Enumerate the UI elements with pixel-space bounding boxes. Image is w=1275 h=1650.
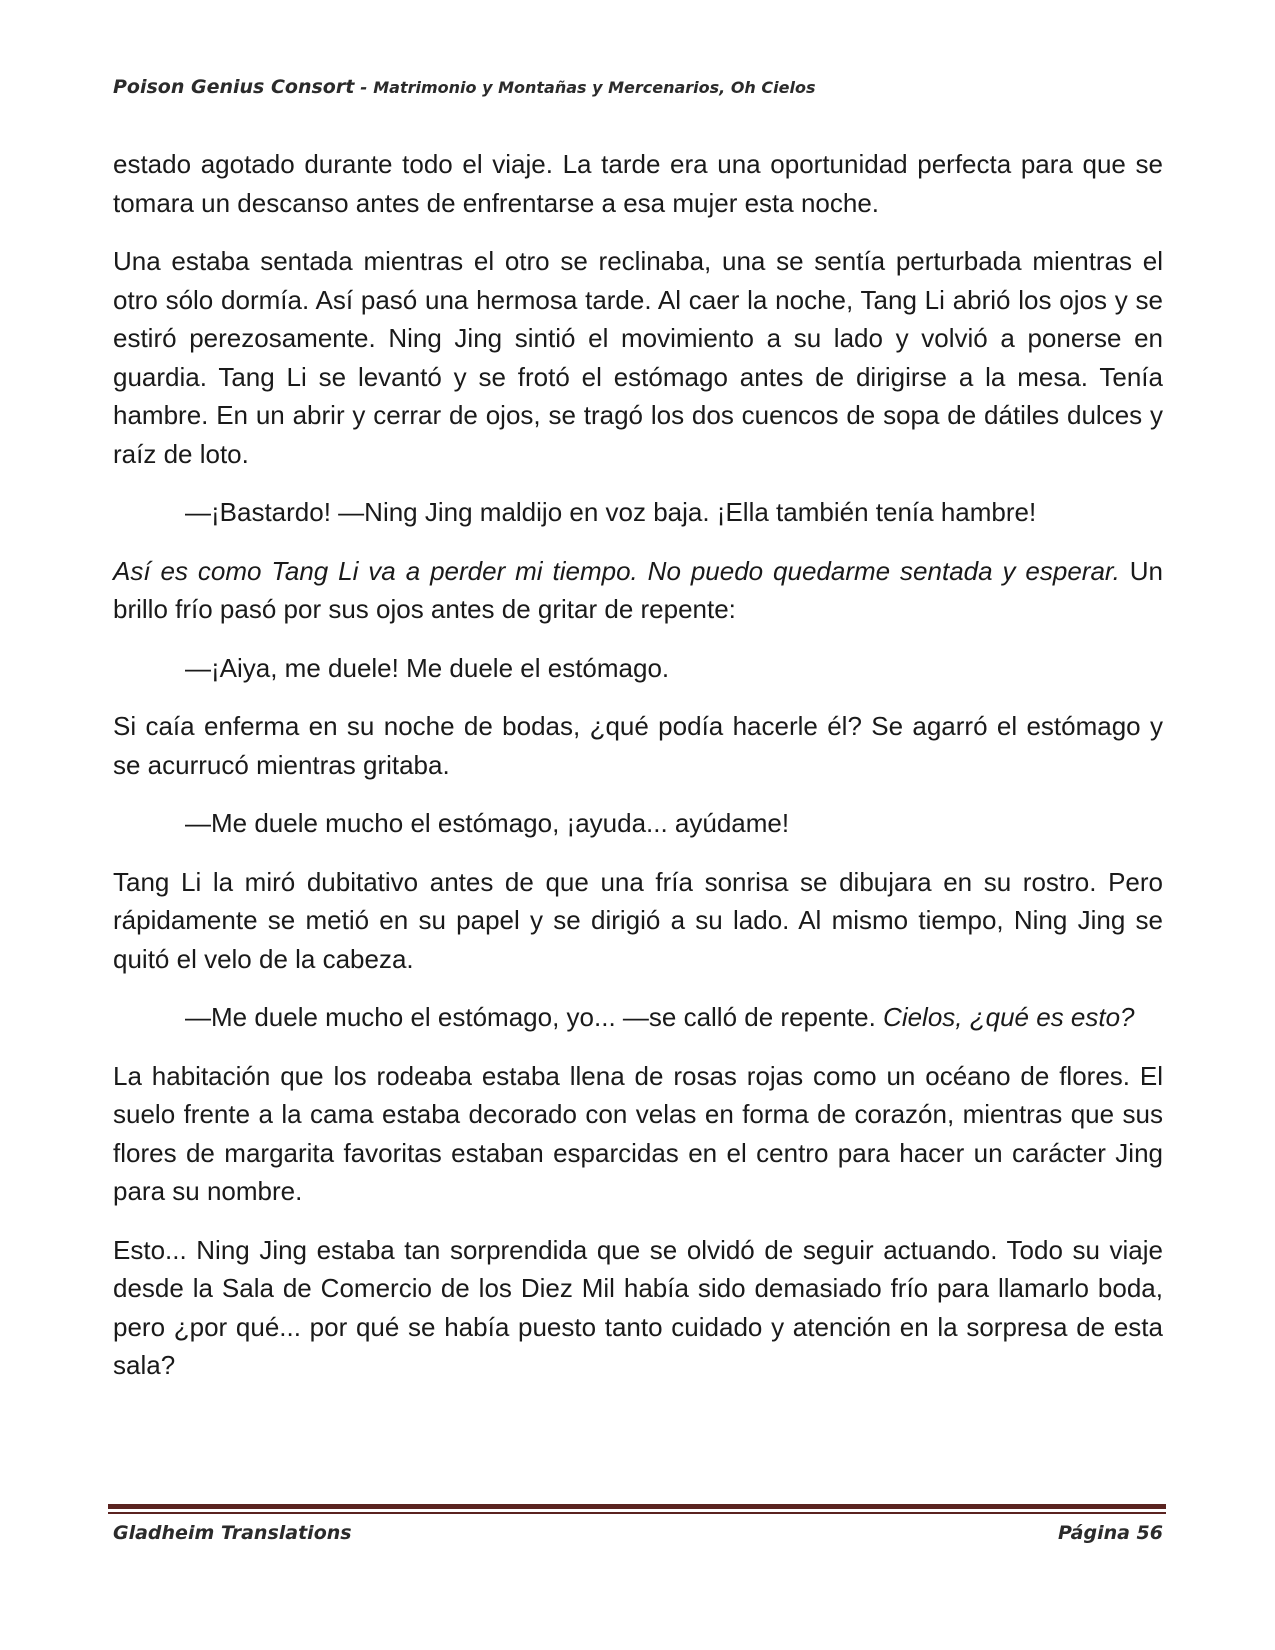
chapter-title: Matrimonio y Montañas y Mercenarios, Oh Cielos — [373, 78, 816, 97]
italic-thought: Cielos, ¿qué es esto? — [883, 1002, 1135, 1032]
header-separator: - — [354, 78, 374, 98]
paragraph-text: Un brillo frío pasó por sus ojos antes de gritar de repente: — [113, 555, 1163, 624]
paragraph: Una estaba sentada mientras el otro se reclinaba, una se sentía perturbada mientras el otro sólo dormía. Así pasó una hermosa tarde. Al caer la noche, Tang Li abrió los ojos y se estiró perezosamente. Ning Jing sintió el movimiento a su lado y volvió a ponerse en guardia. Tang Li se levantó y se frotó el estómago antes de dirigirse a la mesa. Tenía hambre. En un abrir y cerrar de ojos, se tragó los dos cuencos de sopa de dátiles dulces y raíz de loto. — [113, 246, 1163, 469]
italic-thought: Así es como Tang Li va a perder mi tiempo. No puedo quedarme sentada y esperar. — [113, 555, 1120, 586]
footer-page-number: Página 56 — [1057, 1522, 1163, 1544]
paragraph-text: —Me duele mucho el estómago, yo... —se calló de repente. — [185, 1002, 884, 1032]
paragraph: Tang Li la miró dubitativo antes de que una fría sonrisa se dibujara en su rostro. Pero rápidamente se metió en su papel y se dirigió a su lado. Al mismo tiempo, Ning Jing se quitó el velo de la cabeza. — [113, 866, 1163, 974]
dialogue-paragraph — [113, 998, 1163, 1037]
dialogue-paragraph: —Me duele mucho el estómago, ¡ayuda... ayúdame! — [185, 808, 790, 838]
body-text — [113, 145, 1163, 1405]
paragraph: estado agotado durante todo el viaje. La tarde era una oportunidad perfecta para que se tomara un descanso antes de enfrentarse a esa mujer esta noche. — [113, 149, 1163, 218]
footer-translator: Gladheim Translations — [113, 1522, 352, 1544]
page-header — [113, 76, 815, 98]
paragraph: Esto... Ning Jing estaba tan sorprendida que se olvidó de seguir actuando. Todo su viaje desde la Sala de Comercio de los Diez Mil había sido demasiado frío para llamarlo boda, pero ¿por qué... por qué se había puesto tanto cuidado y atención en la sorpresa de esta sala? — [113, 1234, 1163, 1380]
paragraph — [113, 552, 1163, 629]
paragraph: La habitación que los rodeaba estaba llena de rosas rojas como un océano de flores. El suelo frente a la cama estaba decorado con velas en forma de corazón, mientras que sus flores de margarita favoritas estaban esparcidas en el centro para hacer un carácter Jing para su nombre. — [113, 1060, 1163, 1206]
paragraph: Si caía enferma en su noche de bodas, ¿qué podía hacerle él? Se agarró el estómago y se acurrucó mientras gritaba. — [113, 711, 1163, 780]
dialogue-paragraph: —¡Bastardo! —Ning Jing maldijo en voz baja. ¡Ella también tenía hambre! — [185, 497, 1037, 527]
footer-divider-thick — [108, 1504, 1166, 1509]
footer-divider-thin — [108, 1512, 1166, 1514]
book-title: Poison Genius Consort — [113, 76, 355, 98]
dialogue-paragraph: —¡Aiya, me duele! Me duele el estómago. — [185, 652, 670, 683]
